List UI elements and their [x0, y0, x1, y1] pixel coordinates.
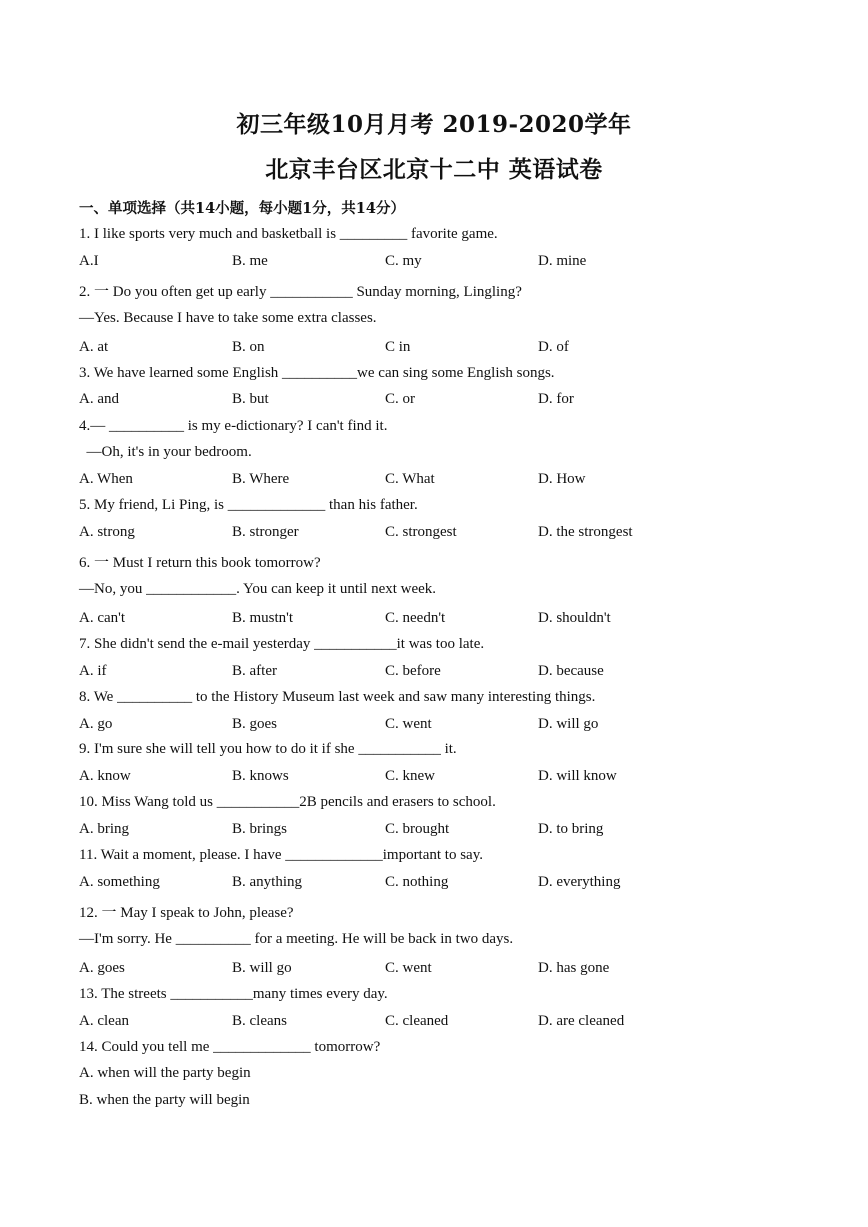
question-6: 6. 一 Must I return this book tomorrow? — [79, 555, 321, 571]
option-d: D. shouldn't — [538, 610, 611, 626]
option-d: D. are cleaned — [538, 1013, 625, 1029]
question-14-option-b: B. when the party will begin — [79, 1092, 250, 1108]
question-7: 7. She didn't send the e-mail yesterday ___________it was too late. — [79, 636, 485, 652]
exam-title: 初三年级10月月考 2019-2020学年 — [236, 111, 632, 138]
question-2: 2. 一 Do you often get up early ___________ Sunday morning, Lingling? — [79, 284, 522, 300]
question-12: 12. 一 May I speak to John, please? — [79, 905, 294, 921]
option-c: C. nothing — [385, 874, 449, 890]
option-a: A. if — [79, 663, 107, 679]
option-a: A. bring — [79, 821, 129, 837]
option-d: D. has gone — [538, 960, 610, 976]
option-b: B. on — [232, 339, 265, 355]
option-a: A. go — [79, 716, 113, 732]
option-b: B. brings — [232, 821, 288, 837]
question-8: 8. We __________ to the History Museum last week and saw many interesting things. — [79, 689, 596, 705]
option-d: D. everything — [538, 874, 621, 890]
option-a: A. When — [79, 471, 133, 487]
option-d: D. because — [538, 663, 604, 679]
option-d: D. for — [538, 391, 574, 407]
option-d: D. How — [538, 471, 586, 487]
option-b: B. me — [232, 253, 268, 269]
question-12-reply: —I'm sorry. He __________ for a meeting. He will be back in two days. — [79, 931, 514, 947]
option-a: A. know — [79, 768, 131, 784]
option-c: C. strongest — [385, 524, 457, 540]
option-a: A. at — [79, 339, 109, 355]
option-d: D. to bring — [538, 821, 604, 837]
option-c: C. before — [385, 663, 441, 679]
option-a: A. and — [79, 391, 119, 407]
option-d: D. will know — [538, 768, 617, 784]
option-a: A. clean — [79, 1013, 129, 1029]
option-a: A.I — [79, 253, 99, 269]
option-c: C. my — [385, 253, 422, 269]
option-b: B. cleans — [232, 1013, 287, 1029]
option-b: B. goes — [232, 716, 277, 732]
option-d: D. will go — [538, 716, 599, 732]
option-a: A. goes — [79, 960, 125, 976]
option-c: C. knew — [385, 768, 435, 784]
option-b: B. after — [232, 663, 277, 679]
option-b: B. will go — [232, 960, 292, 976]
option-d: D. the strongest — [538, 524, 633, 540]
question-6-reply: —No, you ____________. You can keep it until next week. — [79, 581, 437, 597]
option-c: C in — [385, 339, 411, 355]
option-a: A. strong — [79, 524, 135, 540]
option-a: A. can't — [79, 610, 126, 626]
option-b: B. mustn't — [232, 610, 294, 626]
question-5: 5. My friend, Li Ping, is _____________ than his father. — [79, 497, 418, 513]
option-d: D. of — [538, 339, 569, 355]
question-2-reply: —Yes. Because I have to take some extra classes. — [79, 310, 377, 326]
option-c: C. cleaned — [385, 1013, 449, 1029]
question-4-reply: —Oh, it's in your bedroom. — [79, 444, 252, 460]
question-1: 1. I like sports very much and basketball is _________ favorite game. — [79, 226, 498, 242]
section-heading: 一、单项选择（共14小题，每小题1分，共14分） — [79, 200, 405, 217]
option-c: C. needn't — [385, 610, 446, 626]
question-14: 14. Could you tell me _____________ tomorrow? — [79, 1039, 381, 1055]
option-b: B. Where — [232, 471, 290, 487]
question-3: 3. We have learned some English __________we can sing some English songs. — [79, 365, 555, 381]
option-d: D. mine — [538, 253, 587, 269]
option-b: B. stronger — [232, 524, 299, 540]
question-14-option-a: A. when will the party begin — [79, 1065, 251, 1081]
option-c: C. went — [385, 960, 432, 976]
option-b: B. anything — [232, 874, 302, 890]
option-c: C. What — [385, 471, 435, 487]
question-11: 11. Wait a moment, please. I have _____________important to say. — [79, 847, 483, 863]
option-a: A. something — [79, 874, 160, 890]
question-9: 9. I'm sure she will tell you how to do it if she ___________ it. — [79, 741, 457, 757]
option-b: B. knows — [232, 768, 289, 784]
option-c: C. brought — [385, 821, 450, 837]
question-10: 10. Miss Wang told us ___________2B pencils and erasers to school. — [79, 794, 496, 810]
option-c: C. or — [385, 391, 415, 407]
option-c: C. went — [385, 716, 432, 732]
exam-subtitle: 北京丰台区北京十二中 英语试卷 — [265, 156, 603, 183]
question-13: 13. The streets ___________many times every day. — [79, 986, 388, 1002]
option-b: B. but — [232, 391, 269, 407]
question-4: 4.— __________ is my e-dictionary? I can't find it. — [79, 418, 388, 434]
